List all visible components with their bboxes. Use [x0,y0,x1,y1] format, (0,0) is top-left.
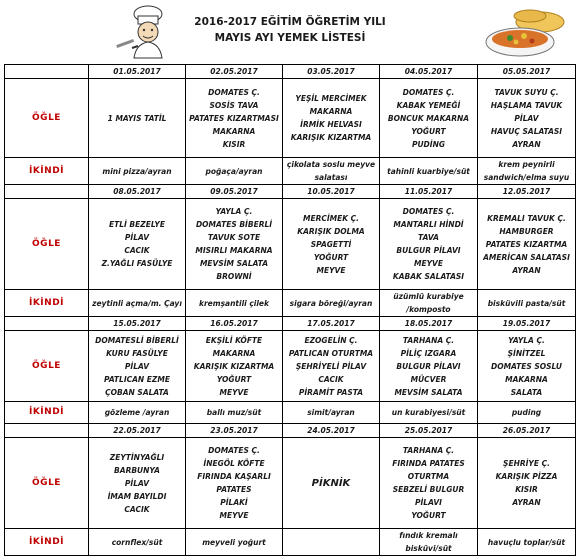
menu-item: PATATES KIZARTMA [485,239,568,249]
afternoon-snack-label: İKİNDİ [5,158,89,185]
afternoon-snack-label: İKİNDİ [5,290,89,317]
snack-item: krem peynirli [498,160,555,169]
lunch-menu-cell [89,79,186,158]
menu-item: AYRAN [512,498,541,507]
snack-cell [186,158,283,185]
snack-item: bisküvili pasta/süt [487,298,566,308]
menu-item: DOMATES SOSLU [490,361,563,371]
menu-item: OTURTMA [407,472,450,481]
lunch-label: ÖĞLE [5,79,89,158]
food-bowl-illustration [472,6,572,62]
menu-item: YOĞURT [216,374,252,384]
menu-item: YEŞİL MERCİMEK [295,94,367,103]
menu-item: PİLAV [124,478,150,488]
meal-menu-table [4,64,576,556]
snack-item: çikolata soslu meyve [286,160,376,169]
date-cell: 25.05.2017 [380,424,478,438]
menu-item: PATATES KIZARTMASI [189,113,279,123]
date-row-corner [5,65,89,79]
menu-item: MANTARLI HİNDİ TAVA [393,220,464,242]
lunch-row [5,331,576,402]
menu-item: EKŞİLİ KÖFTE [205,335,263,345]
date-cell: 23.05.2017 [186,424,283,438]
lunch-menu-cell [478,79,576,158]
menu-item: İMAM BAYILDI [107,491,167,501]
menu-item: YOĞURT [411,126,446,136]
menu-item: DOMATESLİ BİBERLİ [95,335,179,345]
snack-cell [283,529,380,556]
snack-cell [283,402,380,424]
lunch-label: ÖĞLE [5,331,89,402]
lunch-menu-cell [478,438,576,529]
lunch-row [5,79,576,158]
menu-item: ŞEHRİYELİ PİLAV [295,361,367,371]
menu-item: 1 MAYIS TATİL [107,113,167,123]
menu-item: PİLAV [514,113,539,123]
lunch-menu-cell [380,199,478,290]
snack-item: sigara böreği/ayran [289,298,373,308]
page-title [150,14,430,46]
afternoon-snack-row [5,290,576,317]
lunch-menu-cell [478,199,576,290]
title-line-1: 2016-2017 EĞİTİM ÖĞRETİM YILI [194,16,386,28]
menu-item: PUDİNG [411,139,446,149]
menu-item: YOĞURT [411,511,446,520]
menu-item: MAKARNA [212,126,256,136]
title-line-2: MAYIS AYI YEMEK LİSTESİ [214,32,366,44]
menu-item: DOMATES Ç. [208,87,260,97]
menu-item: KISIR [222,139,246,149]
snack-item: poğaça/ayran [205,166,263,176]
menu-item: MAKARNA [505,374,548,384]
date-row-corner [5,317,89,331]
date-cell: 11.05.2017 [380,185,478,199]
lunch-menu-cell [478,331,576,402]
date-cell: 02.05.2017 [186,65,283,79]
lunch-menu-cell [380,79,478,158]
menu-item: YAYLA Ç. [508,335,545,345]
snack-item: un kurabiyesi/süt [391,408,466,417]
date-cell: 22.05.2017 [89,424,186,438]
page-header [0,0,578,64]
lunch-menu-cell [283,438,380,529]
menu-item: SEBZELİ BULGUR PİLAVI [392,485,465,507]
menu-item: YAYLA Ç. [215,207,253,216]
menu-item: TARHANA Ç. [402,335,455,345]
snack-cell [89,158,186,185]
menu-item: ÇOBAN SALATA [105,387,169,397]
snack-item: zeytinli açma/m. Çayı [92,298,182,308]
menu-item: MAKARNA [309,107,353,116]
date-cell: 03.05.2017 [283,65,380,79]
menu-item: KABAK SALATASI [392,272,465,281]
snack-cell [186,402,283,424]
afternoon-snack-row [5,158,576,185]
lunch-label: ÖĞLE [5,438,89,529]
snack-item: üzümlü kurabiye [393,292,464,301]
lunch-menu-cell [186,79,283,158]
menu-item: FIRINDA KAŞARLI [197,472,271,481]
menu-item: TAVUK SOTE [207,233,261,242]
date-cell: 09.05.2017 [186,185,283,199]
date-row-corner [5,185,89,199]
date-cell: 19.05.2017 [478,317,576,331]
menu-item: YOĞURT [313,252,349,262]
snack-item: fındık kremalı [399,531,458,540]
afternoon-snack-row [5,529,576,556]
menu-item: KISIR [515,485,538,494]
menu-item: CACIK [318,374,344,384]
snack-item: meyveli yoğurt [202,537,266,547]
menu-item: HAVUÇ SALATASI [490,126,563,136]
menu-item: KARIŞIK KIZARTMA [193,361,275,371]
afternoon-snack-row [5,402,576,424]
lunch-menu-cell [186,199,283,290]
menu-item: TAVUK SUYU Ç. [494,87,559,97]
menu-item: KREMALI TAVUK Ç. [487,213,566,223]
menu-item: PATATES [216,485,252,494]
menu-item: MEVSİM SALATA [199,259,269,268]
afternoon-snack-label: İKİNDİ [5,529,89,556]
snack-cell [478,529,576,556]
menu-item: AYRAN [512,139,541,149]
snack-cell [283,158,380,185]
menu-item: BONCUK MAKARNA [387,113,470,123]
menu-item: SPAGETTİ [310,239,352,249]
menu-item: BULGUR PİLAVI [396,361,461,371]
lunch-menu-cell [283,79,380,158]
lunch-row [5,438,576,529]
menu-item: DOMATES BİBERLİ [195,220,273,229]
menu-item: MAKARNA [212,348,256,358]
snack-item: gözleme /ayran [104,408,170,417]
lunch-menu-cell [283,199,380,290]
menu-item: ŞEHRİYE Ç. [503,459,550,468]
menu-item: PİLAV [124,233,150,242]
menu-item: BROWNİ [216,272,252,281]
date-cell: 04.05.2017 [380,65,478,79]
date-row [5,65,576,79]
snack-item: havuçlu toplar/süt [487,537,566,547]
lunch-menu-cell [380,438,478,529]
snack-cell [186,529,283,556]
menu-item: DOMATES Ç. [402,87,455,97]
menu-item: ŞİNİTZEL [507,348,546,358]
menu-item: AYRAN [512,265,541,275]
date-cell: 26.05.2017 [478,424,576,438]
lunch-row [5,199,576,290]
lunch-menu-cell [186,438,283,529]
lunch-menu-cell [89,199,186,290]
menu-item: PATLICAN EZME [104,374,170,384]
snack-item: /komposto [406,305,451,314]
lunch-menu-cell [89,438,186,529]
date-cell: 16.05.2017 [186,317,283,331]
menu-item: PİLAKİ [220,498,248,507]
date-row [5,424,576,438]
snack-cell [478,158,576,185]
snack-cell [380,402,478,424]
menu-item: PİRAMİT PASTA [298,387,364,397]
snack-cell [89,529,186,556]
snack-item: mini pizza/ayran [102,166,172,176]
date-cell: 18.05.2017 [380,317,478,331]
menu-item: MEVSİM SALATA [394,387,463,397]
menu-item: SALATA [510,387,543,397]
date-row [5,317,576,331]
menu-item: MÜCVER [410,374,447,384]
lunch-menu-cell [380,331,478,402]
menu-item: TARHANA Ç. [402,446,455,455]
date-cell: 17.05.2017 [283,317,380,331]
snack-item: simit/ayran [307,408,355,417]
menu-item: SOSİS TAVA [209,100,259,110]
snack-item: bisküvi/süt [405,544,452,553]
menu-item: MISIRLI MAKARNA [195,246,273,255]
date-cell: 01.05.2017 [89,65,186,79]
menu-item: EZOGELİN Ç. [304,335,358,345]
date-cell: 08.05.2017 [89,185,186,199]
date-cell: 12.05.2017 [478,185,576,199]
menu-item: FIRINDA PATATES [392,459,465,468]
menu-item: İRMİK HELVASI [300,120,362,129]
menu-item: ETLİ BEZELYE [109,220,165,229]
snack-cell [89,290,186,317]
snack-item: ballı muz/süt [206,408,262,417]
lunch-menu-cell [283,331,380,402]
menu-item: KURU FASÜLYE [106,348,168,358]
lunch-menu-cell [186,331,283,402]
snack-item: tahinli kuarbiye/süt [387,166,470,176]
menu-item: MEYVE [219,511,249,520]
menu-item: KARIŞIK KIZARTMA [290,133,372,142]
date-cell: 05.05.2017 [478,65,576,79]
date-row [5,185,576,199]
menu-item: KABAK YEMEĞİ [396,100,461,110]
snack-cell [478,290,576,317]
menu-item: MEYVE [414,259,443,268]
menu-item: AMERİCAN SALATASI [483,252,570,262]
date-cell: 10.05.2017 [283,185,380,199]
menu-item: Z.YAĞLI FASÜLYE [101,259,173,268]
snack-cell [186,290,283,317]
menu-item: BULGUR PİLAVI [396,246,461,255]
menu-item: KARIŞIK PİZZA [495,472,558,481]
menu-item: MEYVE [316,265,346,275]
snack-cell [283,290,380,317]
menu-item: KARIŞIK DOLMA [297,226,365,236]
date-cell: 24.05.2017 [283,424,380,438]
menu-item: DOMATES Ç. [402,207,455,216]
lunch-menu-cell [89,331,186,402]
date-row-corner [5,424,89,438]
snack-item: cornflex/süt [111,537,163,547]
snack-cell [380,529,478,556]
lunch-label: ÖĞLE [5,199,89,290]
menu-item: PİLAV [124,361,150,371]
menu-item: PİKNİK [311,477,351,489]
menu-item: İNEGÖL KÖFTE [203,459,265,468]
menu-item: PATLICAN OTURTMA [288,348,374,358]
menu-item: HAŞLAMA TAVUK [490,100,563,110]
snack-item: sandwich/elma suyu [483,173,570,182]
afternoon-snack-label: İKİNDİ [5,402,89,424]
snack-item: puding [511,408,542,417]
menu-item: ZEYTİNYAĞLI BARBUNYA [109,452,165,475]
menu-item: PİLİÇ IZGARA [400,348,457,358]
snack-cell [380,290,478,317]
date-cell: 15.05.2017 [89,317,186,331]
snack-cell [478,402,576,424]
menu-item: MEYVE [219,387,249,397]
snack-cell [89,402,186,424]
menu-item: DOMATES Ç. [208,446,260,455]
menu-item: HAMBURGER [499,226,554,236]
snack-item: salatası [314,173,348,182]
menu-item: MERCİMEK Ç. [302,213,360,223]
snack-item: kremşantili çilek [198,298,270,308]
menu-item: CACIK [124,246,150,255]
snack-cell [380,158,478,185]
menu-item: CACIK [124,504,150,514]
